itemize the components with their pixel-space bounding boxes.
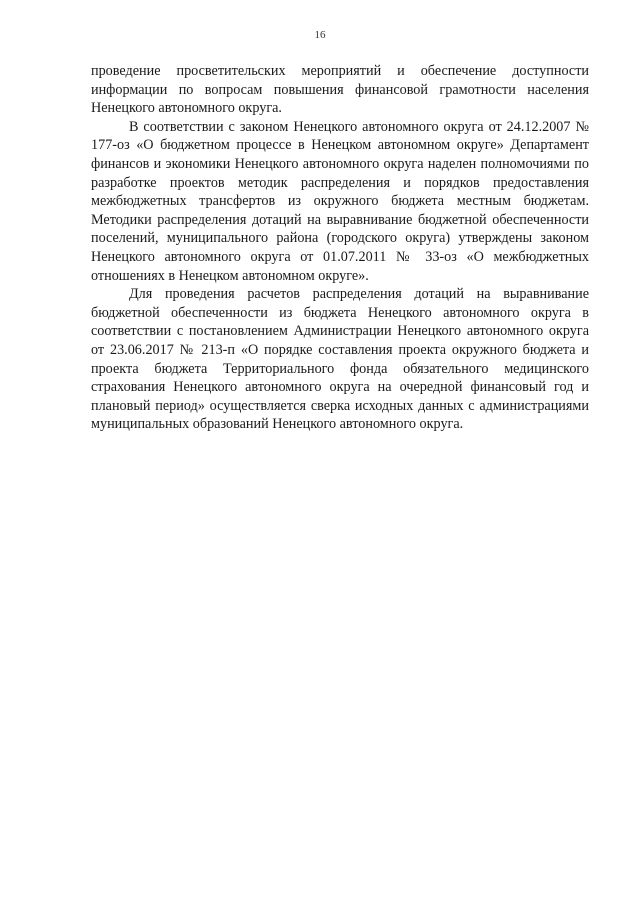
page-number: 16: [314, 29, 326, 41]
document-body: [91, 62, 589, 434]
paragraph-continuation: проведение просветительских мероприятий и обеспечение доступности информации по вопросам повышения финансовой грамотности населения Ненецкого автономного округа.: [91, 63, 589, 117]
paragraph-subsidy-calculation: Для проведения расчетов распределения дотаций на выравнивание бюджетной обеспеченности из бюджета Ненецкого автономного округа в соответствии с постановлением Администрации Ненецкого автономного округа от 23.06.2017 № 213-п «О порядке составления проекта окружного бюджета и проекта бюджета Территориального фонда обязательного медицинского страхования Ненецкого автономного округа на очередной финансовый год и плановый период» осуществляется сверка исходных данных с администрациями муниципальных образований Ненецкого автономного округа.: [91, 286, 589, 433]
paragraph-budget-process-law: В соответствии с законом Ненецкого автономного округа от 24.12.2007 № 177-оз «О бюджетном процессе в Ненецком автономном округе» Департамент финансов и экономики Ненецкого автономного округа наделен полномочиями по разработке проектов методик распределения и порядков предоставления межбюджетных трансфертов из окружного бюджета местным бюджетам. Методики распределения дотаций на выравнивание бюджетной обеспеченности поселений, муниципального района (городского округа) утверждены законом Ненецкого автономного округа от 01.07.2011 № 33-оз «О межбюджетных отношениях в Ненецком автономном округе».: [91, 118, 589, 284]
